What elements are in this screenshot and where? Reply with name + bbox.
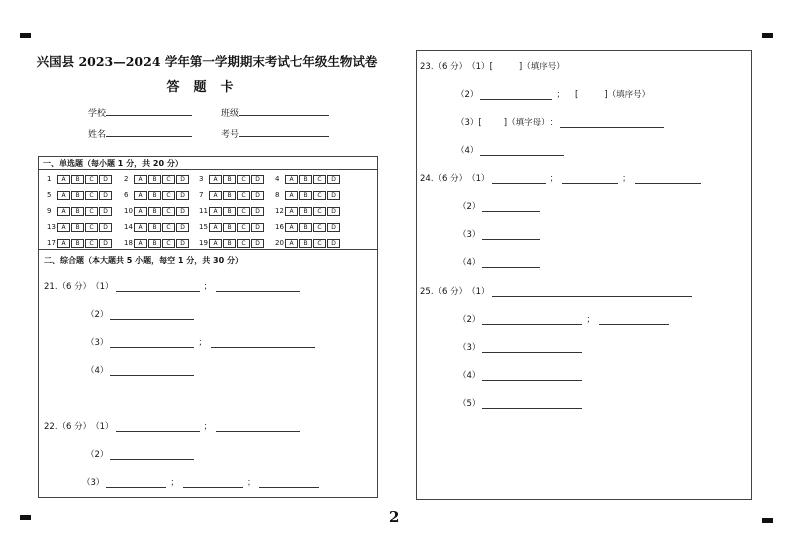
mc-option-d-bubble[interactable]: D: [99, 239, 112, 248]
mc-option-a-bubble[interactable]: A: [285, 223, 298, 232]
mc-question-number: 15: [199, 223, 208, 231]
mc-option-c-bubble[interactable]: C: [313, 175, 326, 184]
exam-number-field[interactable]: [221, 127, 329, 140]
mc-question-number: 10: [124, 207, 133, 215]
mc-option-a-bubble[interactable]: A: [134, 223, 147, 232]
section2-divider: [38, 249, 378, 250]
q22-blank-3a[interactable]: [106, 479, 166, 488]
mc-option-a-bubble[interactable]: A: [285, 175, 298, 184]
mc-question-number: 12: [275, 207, 284, 215]
mc-option-c-bubble[interactable]: C: [237, 223, 250, 232]
mc-option-d-bubble[interactable]: D: [176, 175, 189, 184]
mc-option-b-bubble[interactable]: B: [148, 223, 161, 232]
class-field[interactable]: [221, 106, 329, 119]
mc-question-number: 16: [275, 223, 284, 231]
mc-option-b-bubble[interactable]: B: [148, 239, 161, 248]
name-label: 姓名: [88, 130, 107, 140]
section1-divider: [38, 169, 378, 170]
mc-question-10: [124, 206, 190, 216]
q24-blank-3[interactable]: [482, 231, 540, 240]
q25-blank-2a[interactable]: [482, 316, 582, 325]
mc-question-15: [199, 222, 265, 232]
q24-blank-1a[interactable]: [492, 175, 546, 184]
q21-part2[interactable]: （2）: [86, 308, 196, 320]
mc-option-a-bubble[interactable]: A: [209, 175, 222, 184]
q25-blank-5[interactable]: [482, 400, 582, 409]
q21-part4[interactable]: （4）: [86, 364, 196, 376]
mc-option-b-bubble[interactable]: B: [223, 175, 236, 184]
mc-question-2: [124, 174, 190, 184]
mc-question-4: [275, 174, 341, 184]
q25-part1[interactable]: 25.（6 分） （1）: [420, 285, 694, 297]
q25-blank-3[interactable]: [482, 344, 582, 353]
mc-option-b-bubble[interactable]: B: [299, 223, 312, 232]
mc-question-7: [199, 190, 265, 200]
mc-option-a-bubble[interactable]: A: [134, 207, 147, 216]
mc-option-c-bubble[interactable]: C: [85, 223, 98, 232]
class-label: 班级: [221, 109, 240, 119]
mc-option-c-bubble[interactable]: C: [237, 191, 250, 200]
q22-part2[interactable]: （2）: [86, 448, 196, 460]
section1-heading: 一、单选题（每小题 1 分，共 20 分）: [43, 159, 183, 168]
mc-question-number: 19: [199, 239, 208, 247]
mc-option-a-bubble[interactable]: A: [57, 191, 70, 200]
q21-blank-1b[interactable]: [216, 283, 300, 292]
mc-question-number: 1: [47, 175, 52, 183]
mc-option-a-bubble[interactable]: A: [209, 191, 222, 200]
mc-option-b-bubble[interactable]: B: [148, 191, 161, 200]
mc-question-number: 18: [124, 239, 133, 247]
q25-label: 25.（6 分）: [420, 287, 468, 297]
q22-blank-3c[interactable]: [259, 479, 319, 488]
school-label: 学校: [88, 109, 107, 119]
mc-option-a-bubble[interactable]: A: [285, 239, 298, 248]
mc-question-8: [275, 190, 341, 200]
mc-option-d-bubble[interactable]: D: [327, 175, 340, 184]
mc-question-13: [47, 222, 113, 232]
q22-blank-1b[interactable]: [216, 423, 300, 432]
mc-question-number: 11: [199, 207, 208, 215]
mc-question-number: 17: [47, 239, 56, 247]
mc-option-c-bubble[interactable]: C: [85, 191, 98, 200]
mc-option-d-bubble[interactable]: D: [251, 175, 264, 184]
mc-question-number: 9: [47, 207, 52, 215]
q21-blank-4[interactable]: [110, 367, 194, 376]
registration-mark-top-left: [20, 33, 31, 38]
mc-option-b-bubble[interactable]: B: [223, 207, 236, 216]
mc-option-a-bubble[interactable]: A: [57, 175, 70, 184]
mc-option-d-bubble[interactable]: D: [251, 191, 264, 200]
mc-option-b-bubble[interactable]: B: [71, 207, 84, 216]
mc-option-c-bubble[interactable]: C: [85, 239, 98, 248]
mc-option-d-bubble[interactable]: D: [99, 191, 112, 200]
mc-option-d-bubble[interactable]: D: [251, 223, 264, 232]
q21-blank-2[interactable]: [110, 311, 194, 320]
mc-option-a-bubble[interactable]: A: [134, 191, 147, 200]
q25-part5[interactable]: （5）: [458, 397, 584, 409]
mc-option-c-bubble[interactable]: C: [162, 207, 175, 216]
mc-option-a-bubble[interactable]: A: [57, 207, 70, 216]
mc-option-d-bubble[interactable]: D: [99, 207, 112, 216]
mc-option-a-bubble[interactable]: A: [134, 175, 147, 184]
mc-question-6: [124, 190, 190, 200]
mc-question-16: [275, 222, 341, 232]
mc-option-d-bubble[interactable]: D: [176, 239, 189, 248]
q21-blank-3a[interactable]: [110, 339, 194, 348]
page-number: 2: [389, 508, 400, 526]
mc-option-b-bubble[interactable]: B: [71, 175, 84, 184]
mc-question-14: [124, 222, 190, 232]
mc-option-c-bubble[interactable]: C: [85, 207, 98, 216]
mc-question-number: 14: [124, 223, 133, 231]
mc-question-number: 4: [275, 175, 280, 183]
q25-part4[interactable]: （4）: [458, 369, 584, 381]
q22-label: 22.（6 分）: [44, 422, 92, 432]
mc-option-b-bubble[interactable]: B: [299, 175, 312, 184]
mc-option-b-bubble[interactable]: B: [148, 175, 161, 184]
mc-question-17: [47, 238, 113, 248]
q21-label: 21.（6 分）: [44, 282, 92, 292]
mc-option-c-bubble[interactable]: C: [85, 175, 98, 184]
mc-option-a-bubble[interactable]: A: [285, 191, 298, 200]
mc-option-b-bubble[interactable]: B: [71, 223, 84, 232]
q23-blank-2a[interactable]: [480, 91, 552, 100]
mc-option-a-bubble[interactable]: A: [209, 223, 222, 232]
mc-question-number: 5: [47, 191, 52, 199]
q21-blank-3b[interactable]: [211, 339, 315, 348]
mc-option-b-bubble[interactable]: B: [299, 239, 312, 248]
mc-option-d-bubble[interactable]: D: [176, 191, 189, 200]
mc-option-c-bubble[interactable]: C: [162, 223, 175, 232]
mc-question-19: [199, 238, 265, 248]
q24-label: 24.（6 分）: [420, 174, 468, 184]
mc-option-b-bubble[interactable]: B: [71, 239, 84, 248]
mc-option-a-bubble[interactable]: A: [57, 239, 70, 248]
mc-option-a-bubble[interactable]: A: [57, 223, 70, 232]
exam-number-label: 考号: [221, 130, 240, 140]
mc-question-number: 2: [124, 175, 129, 183]
mc-option-b-bubble[interactable]: B: [148, 207, 161, 216]
mc-option-d-bubble[interactable]: D: [176, 207, 189, 216]
mc-option-b-bubble[interactable]: B: [299, 207, 312, 216]
q24-part2[interactable]: （2）: [458, 200, 542, 212]
q22-blank-1a[interactable]: [116, 423, 200, 432]
mc-option-c-bubble[interactable]: C: [313, 191, 326, 200]
mc-option-b-bubble[interactable]: B: [223, 239, 236, 248]
q21-part3[interactable]: （3） ；: [86, 336, 317, 348]
q23-blank-3[interactable]: [560, 119, 664, 128]
mc-option-c-bubble[interactable]: C: [237, 175, 250, 184]
registration-mark-bottom-left: [20, 515, 31, 520]
mc-option-a-bubble[interactable]: A: [285, 207, 298, 216]
q23-part1[interactable]: 23.（6 分） （1） [ ] （填序号）: [420, 62, 565, 72]
q24-blank-1c[interactable]: [635, 175, 701, 184]
q22-part3[interactable]: （3） ； ；: [82, 476, 321, 488]
mc-option-d-bubble[interactable]: D: [99, 175, 112, 184]
q23-label: 23.（6 分）: [420, 62, 468, 72]
q23-part3[interactable]: （3） [ ] （填字母） ：: [456, 116, 666, 128]
q24-part1[interactable]: 24.（6 分） （1） ； ；: [420, 172, 703, 184]
mc-option-c-bubble[interactable]: C: [237, 239, 250, 248]
answer-sheet-subtitle: 答题卡: [166, 80, 248, 95]
q21-blank-1a[interactable]: [116, 283, 200, 292]
mc-question-number: 3: [199, 175, 204, 183]
mc-question-12: [275, 206, 341, 216]
mc-question-3: [199, 174, 265, 184]
q23-part4[interactable]: （4）: [456, 144, 566, 156]
mc-option-d-bubble[interactable]: D: [327, 191, 340, 200]
q25-part2[interactable]: （2） ；: [458, 313, 671, 325]
q24-blank-4[interactable]: [482, 259, 540, 268]
mc-option-d-bubble[interactable]: D: [327, 207, 340, 216]
mc-option-b-bubble[interactable]: B: [223, 191, 236, 200]
mc-option-c-bubble[interactable]: C: [237, 207, 250, 216]
q25-blank-1[interactable]: [492, 288, 692, 297]
mc-question-9: [47, 206, 113, 216]
mc-option-b-bubble[interactable]: B: [299, 191, 312, 200]
q25-part3[interactable]: （3）: [458, 341, 584, 353]
mc-question-11: [199, 206, 265, 216]
section2-heading: 二、综合题（本大题共 5 小题，每空 1 分，共 30 分）: [44, 256, 243, 265]
mc-option-c-bubble[interactable]: C: [162, 191, 175, 200]
q22-blank-3b[interactable]: [183, 479, 243, 488]
q21-part1[interactable]: 21.（6 分） （1） ；: [44, 280, 302, 292]
q24-blank-2[interactable]: [482, 203, 540, 212]
mc-option-c-bubble[interactable]: C: [162, 239, 175, 248]
mc-option-d-bubble[interactable]: D: [251, 207, 264, 216]
mc-question-5: [47, 190, 113, 200]
mc-option-c-bubble[interactable]: C: [313, 207, 326, 216]
registration-mark-top-right: [762, 33, 773, 38]
q23-part2[interactable]: （2） ； [ ] （填序号）: [456, 90, 651, 100]
mc-option-a-bubble[interactable]: A: [134, 239, 147, 248]
mc-question-1: [47, 174, 113, 184]
mc-option-d-bubble[interactable]: D: [176, 223, 189, 232]
q22-part1[interactable]: 22.（6 分） （1） ；: [44, 420, 302, 432]
q23-blank-4[interactable]: [480, 147, 564, 156]
mc-option-d-bubble[interactable]: D: [251, 239, 264, 248]
mc-question-20: [275, 238, 341, 248]
registration-mark-bottom-right: [762, 518, 773, 523]
mc-question-number: 13: [47, 223, 56, 231]
q24-part3[interactable]: （3）: [458, 228, 542, 240]
mc-option-c-bubble[interactable]: C: [313, 223, 326, 232]
mc-question-number: 20: [275, 239, 284, 247]
mc-question-number: 8: [275, 191, 280, 199]
q25-blank-2b[interactable]: [599, 316, 669, 325]
mc-option-c-bubble[interactable]: C: [313, 239, 326, 248]
mc-question-number: 6: [124, 191, 129, 199]
mc-option-d-bubble[interactable]: D: [327, 239, 340, 248]
exam-title: 兴国县 2023—2024 学年第一学期期末考试七年级生物试卷: [36, 54, 378, 69]
school-field[interactable]: [88, 106, 192, 119]
mc-option-d-bubble[interactable]: D: [99, 223, 112, 232]
mc-option-b-bubble[interactable]: B: [223, 223, 236, 232]
q24-part4[interactable]: （4）: [458, 256, 542, 268]
q25-blank-4[interactable]: [482, 372, 582, 381]
mc-question-number: 7: [199, 191, 204, 199]
mc-question-18: [124, 238, 190, 248]
mc-option-d-bubble[interactable]: D: [327, 223, 340, 232]
mc-option-c-bubble[interactable]: C: [162, 175, 175, 184]
name-field[interactable]: [88, 127, 192, 140]
mc-option-a-bubble[interactable]: A: [209, 207, 222, 216]
mc-option-b-bubble[interactable]: B: [71, 191, 84, 200]
mc-option-a-bubble[interactable]: A: [209, 239, 222, 248]
q24-blank-1b[interactable]: [562, 175, 618, 184]
q22-blank-2[interactable]: [110, 451, 194, 460]
